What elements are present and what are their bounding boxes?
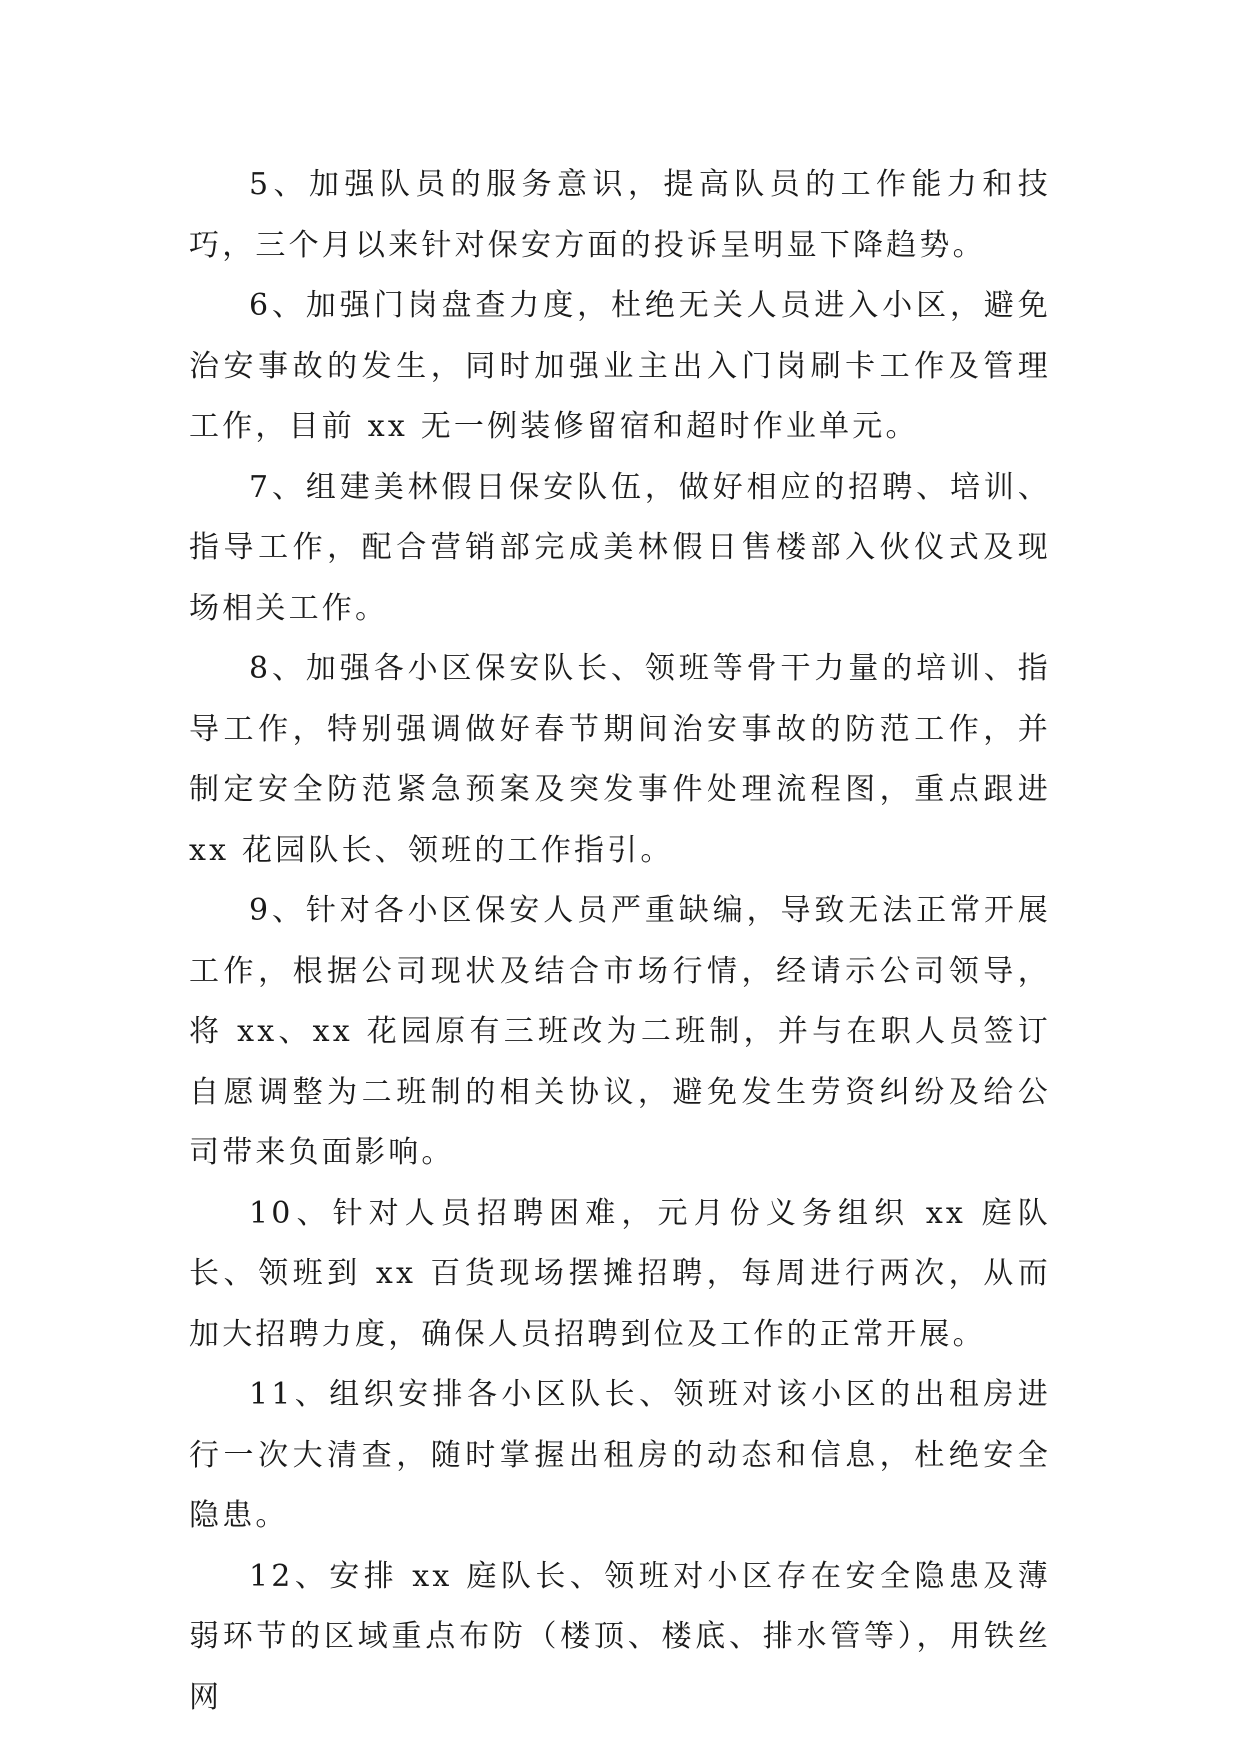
- paragraph-item-6: 6、加强门岗盘查力度，杜绝无关人员进入小区，避免治安事故的发生，同时加强业主出入门岗刷卡工作及管理工作，目前 xx 无一例装修留宿和超时作业单元。: [189, 288, 1051, 444]
- paragraph-item-10: 10、针对人员招聘困难，元月份义务组织 xx 庭队长、领班到 xx 百货现场摆摊招聘，每周进行两次，从而加大招聘力度，确保人员招聘到位及工作的正常开展。: [189, 1195, 1051, 1352]
- paragraph-item-12: 12、安排 xx 庭队长、领班对小区存在安全隐患及薄弱环节的区域重点布防（楼顶、楼底、排水管等），用铁丝网: [189, 1558, 1051, 1715]
- document-body: [189, 155, 1051, 1728]
- paragraph-item-8: 8、加强各小区保安队长、领班等骨干力量的培训、指导工作，特别强调做好春节期间治安事故的防范工作，并制定安全防范紧急预案及突发事件处理流程图，重点跟进 xx 花园队长、领班的工作指引。: [189, 651, 1051, 868]
- paragraph-item-7: 7、组建美林假日保安队伍，做好相应的招聘、培训、指导工作，配合营销部完成美林假日售楼部入伙仪式及现场相关工作。: [189, 469, 1051, 626]
- paragraph-item-11: 11、组织安排各小区队长、领班对该小区的出租房进行一次大清查，随时掌握出租房的动态和信息，杜绝安全隐患。: [189, 1377, 1051, 1533]
- paragraph-item-5: 5、加强队员的服务意识，提高队员的工作能力和技巧，三个月以来针对保安方面的投诉呈明显下降趋势。: [189, 167, 1051, 263]
- paragraph-item-9: 9、针对各小区保安人员严重缺编，导致无法正常开展工作，根据公司现状及结合市场行情，经请示公司领导，将 xx、xx 花园原有三班改为二班制，并与在职人员签订自愿调整为二班制的相关协议，避免发生劳资纠纷及给公司带来负面影响。: [189, 893, 1051, 1170]
